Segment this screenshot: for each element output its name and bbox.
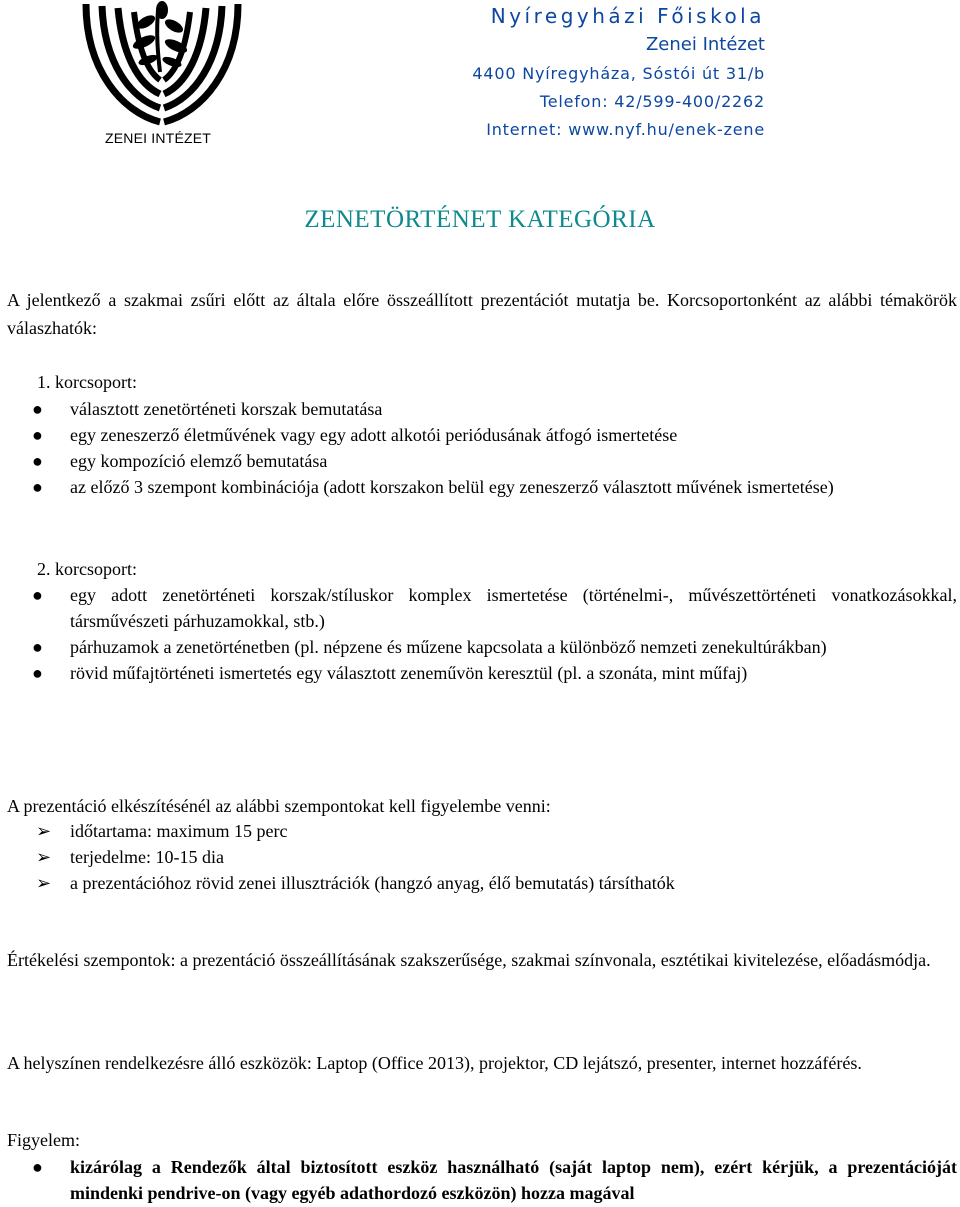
group2-list (0, 582, 960, 686)
evaluation-paragraph: Értékelési szempontok: a prezentáció összeállításának szakszerűsége, szakmai színvonala, esztétikai kivitelezése, előadásmódja. (7, 950, 931, 970)
list-item: ● választott zenetörténeti korszak bemutatása (0, 396, 960, 422)
list-item: ● egy kompozíció elemző bemutatása (0, 448, 960, 474)
list-item: ➢ terjedelme: 10-15 dia (0, 844, 960, 870)
group1-list (0, 396, 960, 500)
list-item: ➢ a prezentációhoz rövid zenei illusztrációk (hangzó anyag, élő bemutatás) társíthatók (0, 870, 960, 896)
bullet-icon: ● (32, 477, 43, 497)
list-item: ● rövid műfajtörténeti ismertetés egy választott zeneművön keresztül (pl. a szonáta, mint műfaj) (0, 660, 960, 686)
bullet-icon: ● (32, 451, 43, 471)
institute-name: Zenei Intézet (645, 34, 765, 55)
list-item: ● egy zeneszerző életművének vagy egy adott alkotói periódusának átfogó ismertetése (0, 422, 960, 448)
bullet-icon: ● (32, 1157, 43, 1177)
group2-heading: 2. korcsoport: (37, 559, 137, 579)
attention-label: Figyelem: (7, 1130, 80, 1150)
intro-paragraph: A jelentkező a szakmai zsűri előtt az általa előre összeállított prezentációt mutatja be. Korcsoportonként az alábbi témakörök válaszhatók: (7, 290, 957, 338)
address: 4400 Nyíregyháza, Sóstói út 31/b (472, 64, 765, 83)
college-name: Nyíregyházi Főiskola (490, 4, 765, 28)
arrow-bullet-icon: ➢ (36, 847, 52, 867)
list-item: ➢ időtartama: maximum 15 perc (0, 818, 960, 844)
requirements-intro: A prezentáció elkészítésénél az alábbi szempontokat kell figyelembe venni: (7, 796, 551, 816)
page-title: ZENETÖRTÉNET KATEGÓRIA (304, 206, 656, 233)
bullet-icon: ● (32, 425, 43, 445)
website: Internet: www.nyf.hu/enek-zene (486, 120, 765, 139)
tree-logo-icon (82, 0, 242, 130)
institution-header (472, 0, 765, 144)
attention-list (0, 1154, 960, 1206)
group1-heading: 1. korcsoport: (37, 372, 137, 392)
requirements-list (0, 818, 960, 896)
arrow-bullet-icon: ➢ (36, 821, 52, 841)
list-item: ● egy adott zenetörténeti korszak/stíluskor komplex ismertetése (történelmi-, művészettörténeti vonatkozásokkal, társművészeti párhuzamokkal, stb.) (0, 582, 960, 634)
logo-caption: ZENEI INTÉZET (104, 130, 212, 146)
equipment-paragraph: A helyszínen rendelkezésre álló eszközök: Laptop (Office 2013), projektor, CD lejátszó, presenter, internet hozzáférés. (7, 1053, 862, 1073)
bullet-icon: ● (32, 399, 43, 419)
list-item: ● párhuzamok a zenetörténetben (pl. népzene és műzene kapcsolata a különböző nemzeti zenekultúrákban) (0, 634, 960, 660)
bullet-icon: ● (32, 663, 43, 683)
list-item: ● az előző 3 szempont kombinációja (adott korszakon belül egy zeneszerző választott művének ismertetése) (0, 474, 960, 500)
bullet-icon: ● (32, 585, 43, 605)
phone: Telefon: 42/599-400/2262 (539, 92, 765, 111)
arrow-bullet-icon: ➢ (36, 873, 52, 893)
bullet-icon: ● (32, 637, 43, 657)
list-item: ● kizárólag a Rendezők által biztosított eszköz használható (saját laptop nem), ezért kérjük, a prezentációját mindenki pendrive-on (vagy egyéb adathordozó eszközön) hozza magával (0, 1154, 960, 1206)
